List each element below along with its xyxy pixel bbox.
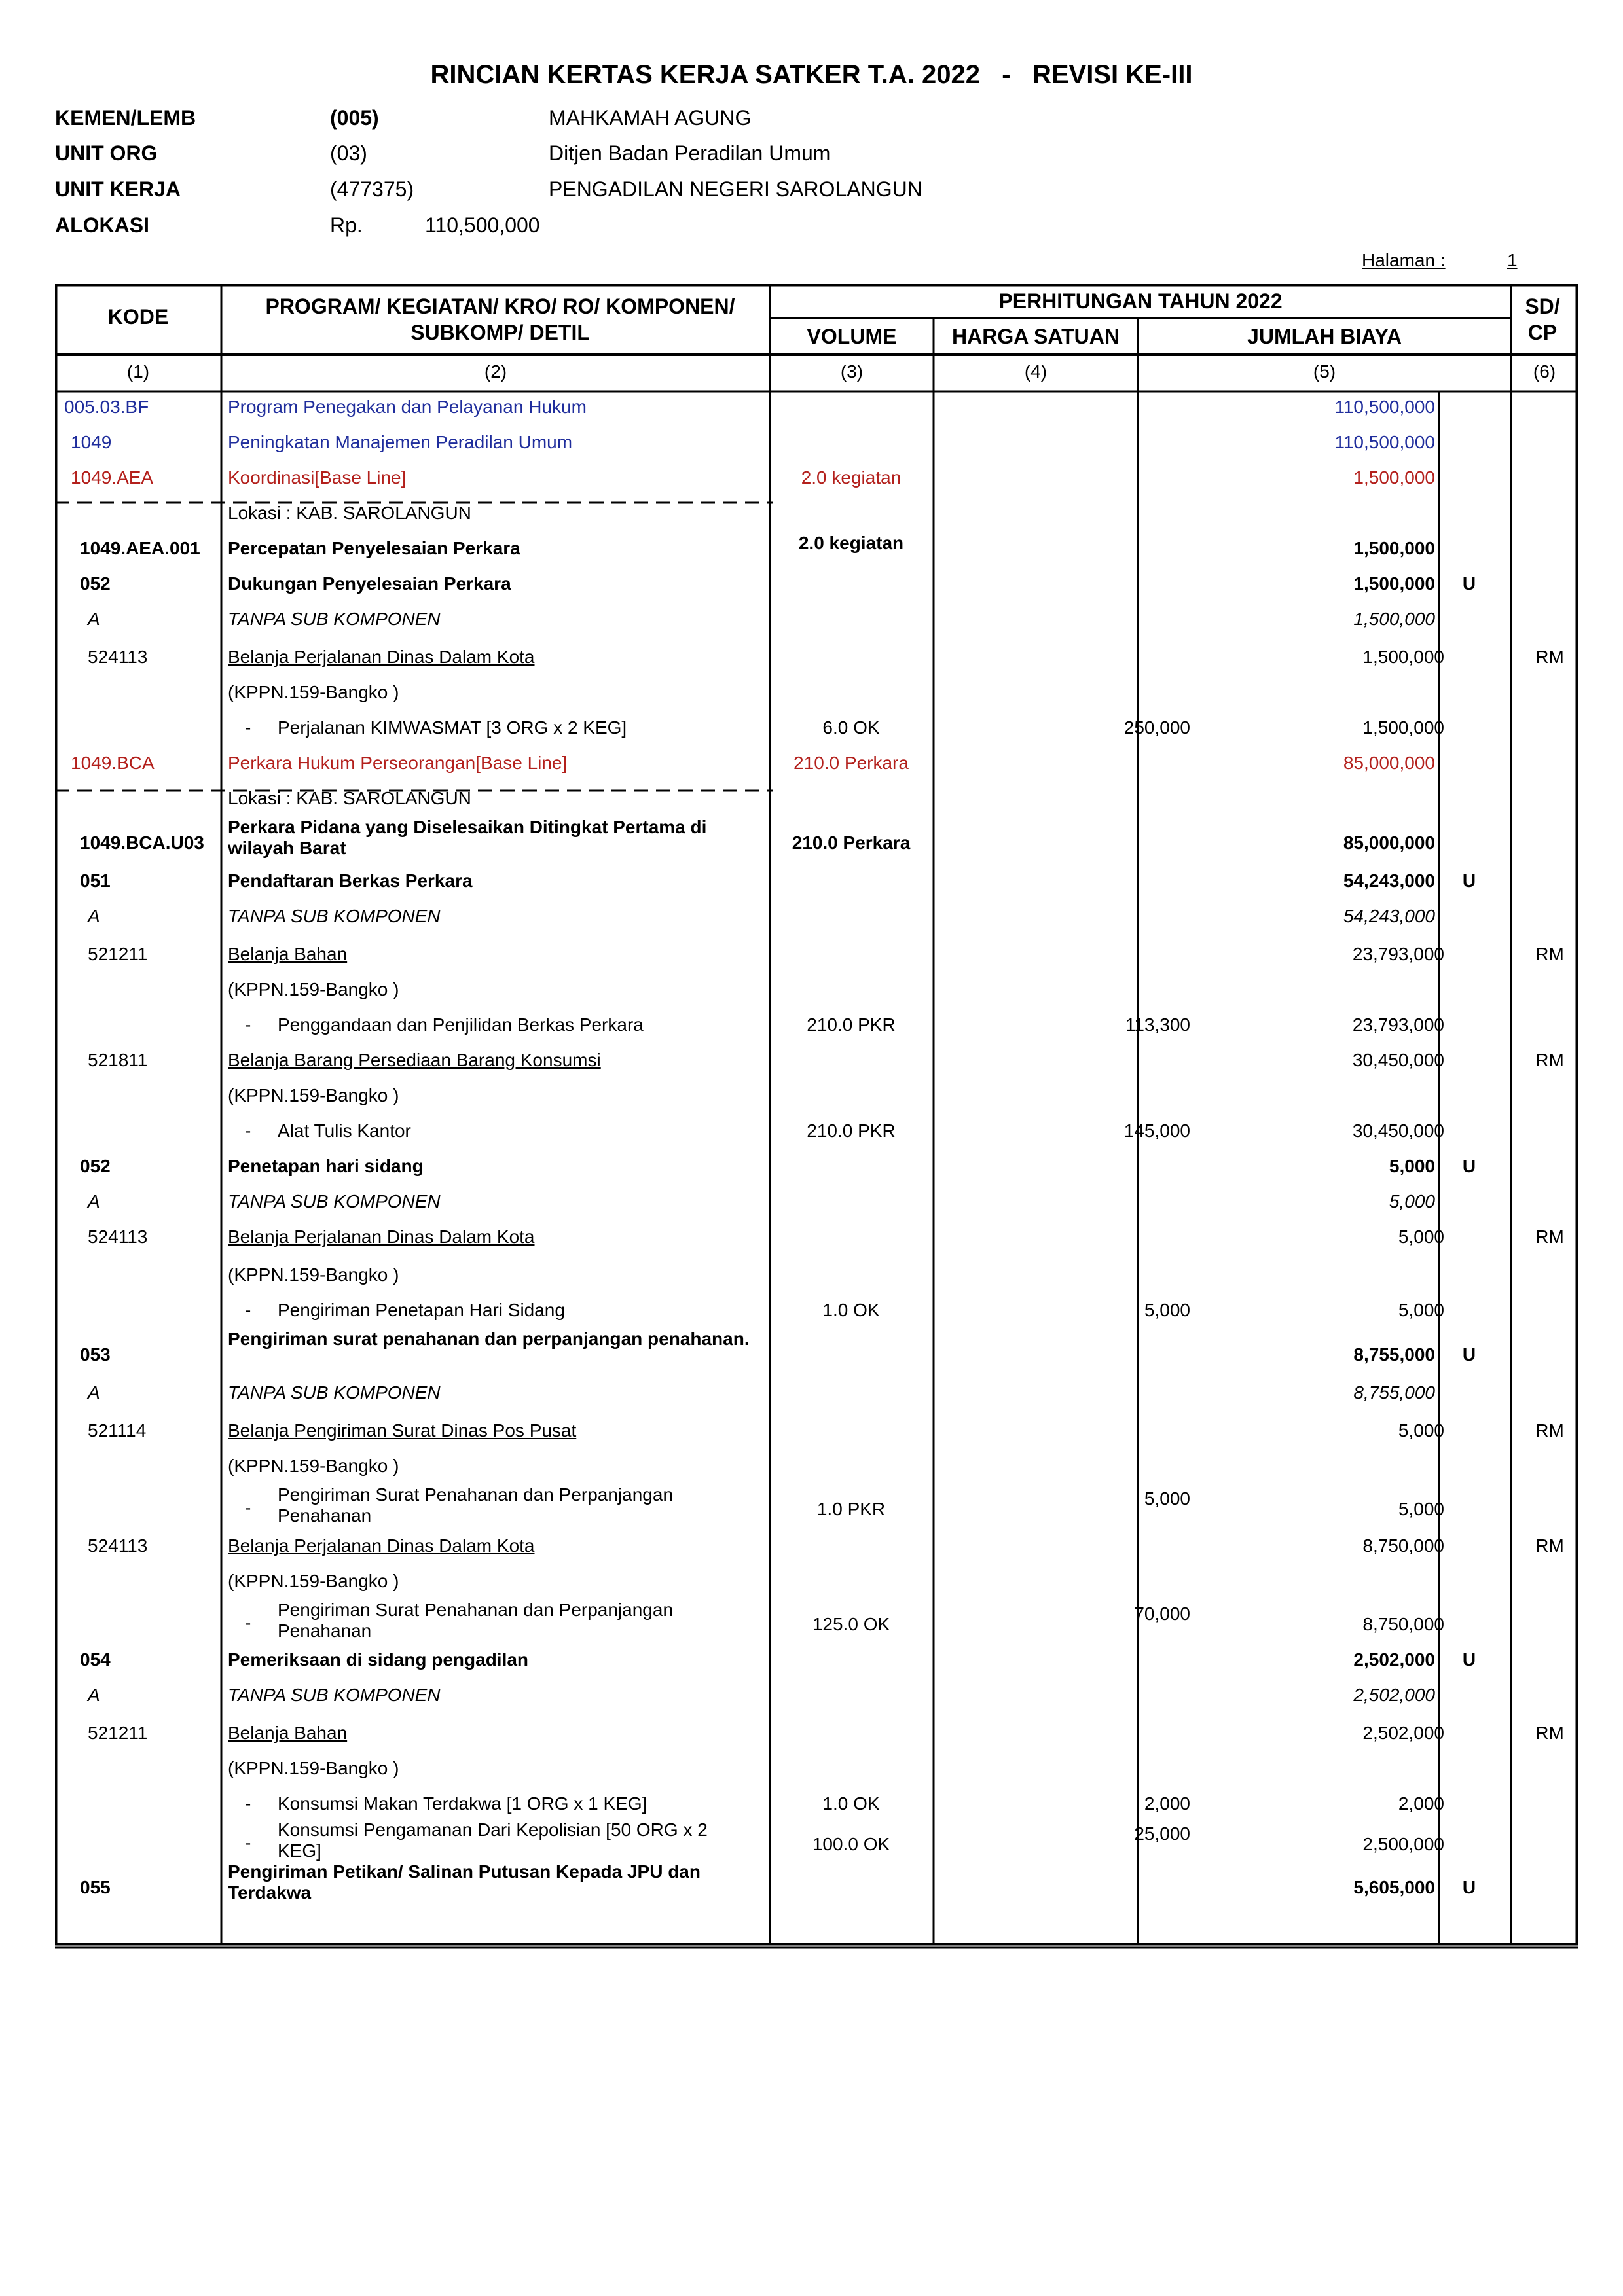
row-harga-satuan: 113,300 xyxy=(1125,1014,1190,1035)
row-jumlah-biaya: 5,000 xyxy=(1398,1227,1444,1247)
row-jumlah-biaya: 5,000 xyxy=(1389,1156,1435,1176)
row-code: 051 xyxy=(80,870,111,891)
row-description: TANPA SUB KOMPONEN xyxy=(228,1191,441,1211)
row-description: Belanja Bahan xyxy=(228,944,348,964)
row-code: 521811 xyxy=(88,1050,148,1070)
row-description: TANPA SUB KOMPONEN xyxy=(228,906,441,926)
row-code: A xyxy=(88,906,100,926)
unit-org-code: (03) xyxy=(330,141,367,165)
row-description: Belanja Perjalanan Dinas Dalam Kota xyxy=(228,1535,535,1556)
detail-bullet: - xyxy=(245,1121,251,1141)
row-code: 1049.BCA.U03 xyxy=(80,833,204,853)
row-description: (KPPN.159-Bangko ) xyxy=(228,682,399,702)
row-description: (KPPN.159-Bangko ) xyxy=(228,1571,399,1591)
row-jumlah-biaya: 2,502,000 xyxy=(1362,1723,1444,1743)
row-description: Pemeriksaan di sidang pengadilan xyxy=(228,1649,529,1670)
row-unit-flag: U xyxy=(1462,1156,1476,1176)
row-jumlah-biaya: 54,243,000 xyxy=(1343,870,1435,891)
col-header-jumlah-biaya: JUMLAH BIAYA xyxy=(1247,325,1402,348)
detail-bullet: - xyxy=(245,1300,251,1320)
row-description: TANPA SUB KOMPONEN xyxy=(228,1685,441,1705)
kemen-label: KEMEN/LEMB xyxy=(55,106,196,130)
row-jumlah-biaya: 2,502,000 xyxy=(1353,1685,1435,1705)
alokasi-currency: Rp. xyxy=(330,213,363,237)
col-number-5: (5) xyxy=(1313,361,1336,382)
row-code: 524113 xyxy=(88,1535,148,1556)
row-description: (KPPN.159-Bangko ) xyxy=(228,1456,399,1476)
col-header-perhitungan: PERHITUNGAN TAHUN 2022 xyxy=(998,289,1283,313)
row-description: Dukungan Penyelesaian Perkara xyxy=(228,573,511,594)
row-code: 055 xyxy=(80,1877,111,1897)
row-description: Pengiriman Surat Penahanan dan Perpanjangan Penahanan xyxy=(278,1484,674,1526)
row-description: Perkara Pidana yang Diselesaikan Ditingkat Pertama di wilayah Barat xyxy=(228,817,707,858)
row-jumlah-biaya: 85,000,000 xyxy=(1343,753,1435,773)
row-volume: 125.0 OK xyxy=(812,1614,890,1634)
row-jumlah-biaya: 1,500,000 xyxy=(1353,573,1435,594)
row-description: Pengiriman Surat Penahanan dan Perpanjangan Penahanan xyxy=(278,1600,674,1641)
col-header-program: PROGRAM/ KEGIATAN/ KRO/ RO/ KOMPONEN/ SUBKOMP/ DETIL xyxy=(265,295,735,344)
row-code: 054 xyxy=(80,1649,111,1670)
row-jumlah-biaya: 110,500,000 xyxy=(1334,432,1435,452)
row-code: 1049 xyxy=(71,432,112,452)
row-description: Lokasi : KAB. SAROLANGUN xyxy=(228,788,471,808)
document-title: RINCIAN KERTAS KERJA SATKER T.A. 2022 - REVISI KE-III xyxy=(430,60,1193,89)
page-label: Halaman : xyxy=(1362,250,1446,270)
row-jumlah-biaya: 5,000 xyxy=(1398,1420,1444,1441)
row-jumlah-biaya: 1,500,000 xyxy=(1353,467,1435,488)
budget-table xyxy=(55,284,1578,1950)
row-volume: 210.0 PKR xyxy=(807,1014,896,1035)
row-jumlah-biaya: 1,500,000 xyxy=(1353,609,1435,629)
row-code: A xyxy=(88,1382,100,1403)
col-number-6: (6) xyxy=(1533,361,1556,382)
row-harga-satuan: 145,000 xyxy=(1123,1121,1190,1141)
alokasi-value: 110,500,000 xyxy=(425,213,540,237)
row-volume: 100.0 OK xyxy=(812,1834,890,1854)
row-harga-satuan: 5,000 xyxy=(1144,1488,1190,1509)
row-volume: 6.0 OK xyxy=(822,717,880,738)
row-volume: 210.0 Perkara xyxy=(793,753,909,773)
row-code: 521211 xyxy=(88,944,148,964)
row-jumlah-biaya: 8,750,000 xyxy=(1362,1614,1444,1634)
detail-bullet: - xyxy=(245,717,251,738)
row-jumlah-biaya: 1,500,000 xyxy=(1362,717,1444,738)
row-harga-satuan: 5,000 xyxy=(1144,1300,1190,1320)
row-description: (KPPN.159-Bangko ) xyxy=(228,1758,399,1778)
row-code: A xyxy=(88,1191,100,1211)
row-jumlah-biaya: 5,000 xyxy=(1389,1191,1435,1211)
row-jumlah-biaya: 110,500,000 xyxy=(1334,397,1435,417)
row-code: 521114 xyxy=(88,1420,147,1441)
row-jumlah-biaya: 1,500,000 xyxy=(1362,647,1444,667)
detail-bullet: - xyxy=(245,1833,251,1853)
row-description: Belanja Barang Persediaan Barang Konsumsi xyxy=(228,1050,601,1070)
row-code: 524113 xyxy=(88,1227,148,1247)
row-harga-satuan: 2,000 xyxy=(1144,1793,1190,1814)
row-description: Alat Tulis Kantor xyxy=(278,1121,411,1141)
page-number: 1 xyxy=(1507,250,1518,270)
row-sdcp: RM xyxy=(1535,944,1564,964)
row-harga-satuan: 70,000 xyxy=(1134,1604,1190,1624)
row-jumlah-biaya: 30,450,000 xyxy=(1352,1121,1444,1141)
row-jumlah-biaya: 30,450,000 xyxy=(1352,1050,1444,1070)
row-volume: 210.0 PKR xyxy=(807,1121,896,1141)
row-jumlah-biaya: 5,605,000 xyxy=(1353,1877,1435,1897)
row-description: Program Penegakan dan Pelayanan Hukum xyxy=(228,397,587,417)
row-description: Konsumsi Makan Terdakwa [1 ORG x 1 KEG] xyxy=(278,1793,647,1814)
col-number-4: (4) xyxy=(1024,361,1048,382)
detail-bullet: - xyxy=(245,1014,251,1035)
row-description: (KPPN.159-Bangko ) xyxy=(228,1085,399,1105)
row-jumlah-biaya: 5,000 xyxy=(1398,1300,1444,1320)
col-header-volume: VOLUME xyxy=(807,325,897,348)
row-description: Belanja Pengiriman Surat Dinas Pos Pusat xyxy=(228,1420,577,1441)
row-description: Belanja Perjalanan Dinas Dalam Kota xyxy=(228,1227,535,1247)
row-description: Pengiriman surat penahanan dan perpanjangan penahanan. xyxy=(228,1329,750,1349)
row-description: Pengiriman Penetapan Hari Sidang xyxy=(278,1300,565,1320)
row-harga-satuan: 250,000 xyxy=(1123,717,1190,738)
row-volume: 1.0 PKR xyxy=(816,1499,886,1519)
col-header-kode: KODE xyxy=(107,305,169,329)
row-unit-flag: U xyxy=(1462,1649,1476,1670)
row-description: TANPA SUB KOMPONEN xyxy=(228,609,441,629)
row-jumlah-biaya: 2,500,000 xyxy=(1362,1834,1444,1854)
row-code: 524113 xyxy=(88,647,148,667)
unit-kerja-label: UNIT KERJA xyxy=(55,177,181,201)
row-harga-satuan: 25,000 xyxy=(1134,1823,1190,1844)
row-description: Lokasi : KAB. SAROLANGUN xyxy=(228,503,471,523)
row-code: 052 xyxy=(80,1156,111,1176)
unit-kerja-code: (477375) xyxy=(330,177,414,201)
row-description: Percepatan Penyelesaian Perkara xyxy=(228,538,520,558)
col-number-3: (3) xyxy=(840,361,864,382)
row-volume: 2.0 kegiatan xyxy=(798,533,904,553)
row-description: Pendaftaran Berkas Perkara xyxy=(228,870,473,891)
row-code: A xyxy=(88,609,100,629)
detail-bullet: - xyxy=(245,1793,251,1814)
row-description: Perkara Hukum Perseorangan[Base Line] xyxy=(228,753,568,773)
row-jumlah-biaya: 23,793,000 xyxy=(1352,1014,1444,1035)
row-jumlah-biaya: 1,500,000 xyxy=(1353,538,1435,558)
row-jumlah-biaya: 2,502,000 xyxy=(1353,1649,1435,1670)
row-description: (KPPN.159-Bangko ) xyxy=(228,1265,399,1285)
row-description: TANPA SUB KOMPONEN xyxy=(228,1382,441,1403)
unit-org-label: UNIT ORG xyxy=(55,141,158,165)
row-unit-flag: U xyxy=(1462,573,1476,594)
row-description: Belanja Perjalanan Dinas Dalam Kota xyxy=(228,647,535,667)
row-description: Belanja Bahan xyxy=(228,1723,348,1743)
row-unit-flag: U xyxy=(1462,1877,1476,1897)
row-jumlah-biaya: 5,000 xyxy=(1398,1499,1444,1519)
row-jumlah-biaya: 23,793,000 xyxy=(1352,944,1444,964)
row-code: 005.03.BF xyxy=(64,397,149,417)
unit-org-name: Ditjen Badan Peradilan Umum xyxy=(549,141,831,165)
row-sdcp: RM xyxy=(1535,1535,1564,1556)
row-description: Peningkatan Manajemen Peradilan Umum xyxy=(228,432,573,452)
detail-bullet: - xyxy=(245,1498,251,1518)
row-code: 053 xyxy=(80,1344,111,1365)
row-description: Penetapan hari sidang xyxy=(228,1156,424,1176)
detail-bullet: - xyxy=(245,1613,251,1633)
row-unit-flag: U xyxy=(1462,870,1476,891)
kemen-code: (005) xyxy=(330,106,379,130)
row-unit-flag: U xyxy=(1462,1344,1476,1365)
row-code: 052 xyxy=(80,573,111,594)
col-number-1: (1) xyxy=(126,361,150,382)
row-jumlah-biaya: 85,000,000 xyxy=(1343,833,1435,853)
row-volume: 2.0 kegiatan xyxy=(801,467,902,488)
row-code: 1049.AEA.001 xyxy=(80,538,200,558)
row-code: 1049.AEA xyxy=(71,467,154,488)
col-number-2: (2) xyxy=(484,361,507,382)
unit-kerja-name: PENGADILAN NEGERI SAROLANGUN xyxy=(549,177,922,201)
row-description: Pengiriman Petikan/ Salinan Putusan Kepada JPU dan Terdakwa xyxy=(228,1861,701,1903)
row-description: (KPPN.159-Bangko ) xyxy=(228,979,399,999)
row-description: Konsumsi Pengamanan Dari Kepolisian [50 ORG x 2 KEG] xyxy=(278,1820,708,1861)
row-code: 521211 xyxy=(88,1723,148,1743)
row-code: A xyxy=(88,1685,100,1705)
alokasi-label: ALOKASI xyxy=(55,213,149,237)
row-jumlah-biaya: 8,755,000 xyxy=(1353,1382,1435,1403)
row-description: Penggandaan dan Penjilidan Berkas Perkara xyxy=(278,1014,644,1035)
row-volume: 1.0 OK xyxy=(822,1793,880,1814)
row-jumlah-biaya: 2,000 xyxy=(1398,1793,1444,1814)
row-sdcp: RM xyxy=(1535,647,1564,667)
row-sdcp: RM xyxy=(1535,1420,1564,1441)
row-volume: 210.0 Perkara xyxy=(792,833,911,853)
col-header-harga-satuan: HARGA SATUAN xyxy=(952,325,1120,348)
row-description: Perjalanan KIMWASMAT [3 ORG x 2 KEG] xyxy=(278,717,627,738)
row-code: 1049.BCA xyxy=(71,753,155,773)
row-jumlah-biaya: 54,243,000 xyxy=(1343,906,1435,926)
row-volume: 1.0 OK xyxy=(822,1300,880,1320)
row-sdcp: RM xyxy=(1535,1050,1564,1070)
row-jumlah-biaya: 8,755,000 xyxy=(1353,1344,1435,1365)
row-sdcp: RM xyxy=(1535,1227,1564,1247)
row-sdcp: RM xyxy=(1535,1723,1564,1743)
row-description: Koordinasi[Base Line] xyxy=(228,467,407,488)
col-header-sdcp: SD/ CP xyxy=(1525,295,1560,344)
kemen-name: MAHKAMAH AGUNG xyxy=(549,106,752,130)
row-jumlah-biaya: 8,750,000 xyxy=(1362,1535,1444,1556)
